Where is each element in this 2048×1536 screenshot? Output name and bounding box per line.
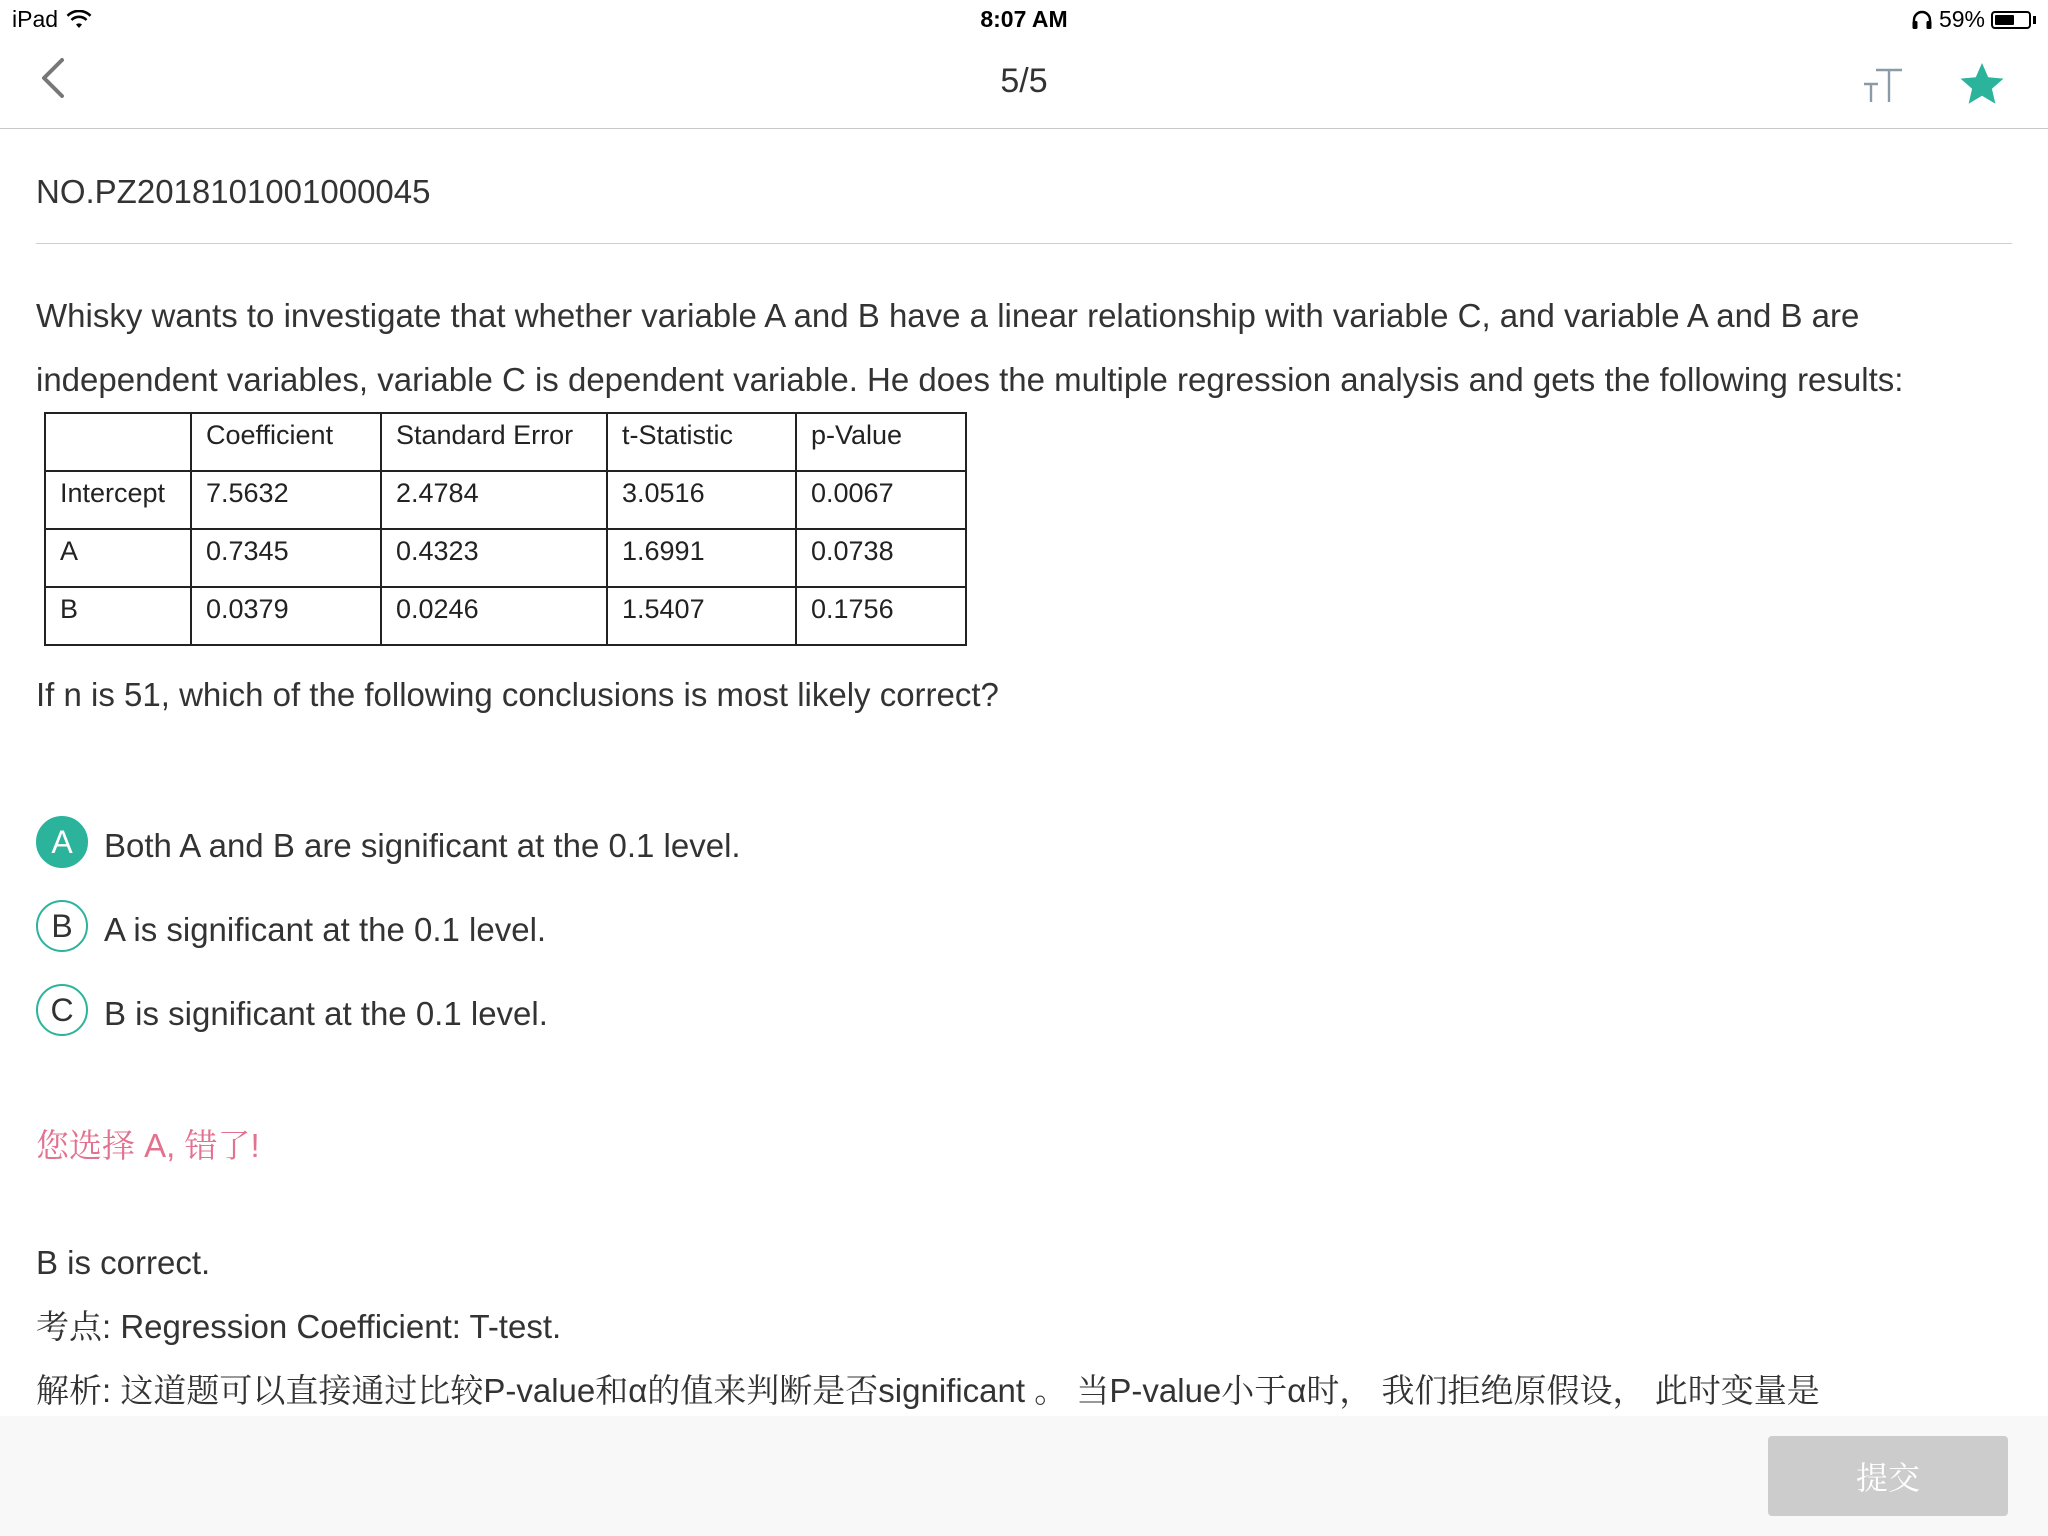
status-bar: [0, 0, 2048, 40]
battery-percent: 59%: [1938, 6, 1985, 32]
table-cell: B: [45, 587, 191, 645]
explanation: [36, 1231, 2012, 1423]
analysis-line: 解析: 这道题可以直接通过比较P-value和α的值来判断是否significant 。 当P-value小于α时， 我们拒绝原假设， 此时变量是: [36, 1372, 1820, 1409]
table-row: [45, 529, 966, 587]
font-size-button[interactable]: [1862, 62, 1906, 106]
table-cell: 0.0738: [796, 529, 966, 587]
table-row: [45, 587, 966, 645]
answer-feedback: 您选择 A, 错了!: [36, 1127, 260, 1164]
table-row: [45, 471, 966, 529]
stem-line: Whisky wants to investigate that whether variable A and B have a linear relationship with variable C, and variable A and B are: [36, 297, 1860, 334]
favorite-button[interactable]: [1958, 60, 2006, 108]
clock: 8:07 AM: [980, 6, 1068, 32]
topic-line: 考点: Regression Coefficient: T-test.: [36, 1308, 562, 1345]
divider: [36, 243, 2012, 244]
option-b[interactable]: [36, 888, 2012, 972]
table-cell: 0.0246: [381, 587, 607, 645]
table-cell: 3.0516: [607, 471, 796, 529]
option-letter-badge: C: [36, 984, 88, 1036]
option-letter-badge: A: [36, 816, 88, 868]
table-header-cell: Coefficient: [191, 413, 381, 471]
option-a[interactable]: [36, 804, 2012, 888]
table-header-cell: [45, 413, 191, 471]
table-cell: 1.5407: [607, 587, 796, 645]
correct-answer: B is correct.: [36, 1244, 211, 1281]
option-text: Both A and B are significant at the 0.1 level.: [104, 827, 741, 864]
table-header-cell: Standard Error: [381, 413, 607, 471]
table-cell: 0.0067: [796, 471, 966, 529]
table-header-row: [45, 413, 966, 471]
status-right: [1911, 6, 2036, 33]
table-cell: 0.4323: [381, 529, 607, 587]
bottom-bar: [0, 1416, 2048, 1536]
device-label: iPad: [12, 6, 59, 32]
table-cell: Intercept: [45, 471, 191, 529]
page-counter: 5/5: [1000, 62, 1048, 100]
question-id: NO.PZ2018101001000045: [36, 173, 431, 210]
table-cell: 0.1756: [796, 587, 966, 645]
table-cell: A: [45, 529, 191, 587]
battery-fill: [1995, 15, 2014, 25]
table-cell: 1.6991: [607, 529, 796, 587]
table-header-cell: t-Statistic: [607, 413, 796, 471]
option-text: B is significant at the 0.1 level.: [104, 995, 548, 1032]
table-cell: 2.4784: [381, 471, 607, 529]
headphones-icon: [1911, 10, 1933, 30]
table-cell: 0.0379: [191, 587, 381, 645]
option-letter-badge: B: [36, 900, 88, 952]
table-cell: 0.7345: [191, 529, 381, 587]
table-header-cell: p-Value: [796, 413, 966, 471]
battery-icon: [1991, 11, 2031, 29]
stem-line: independent variables, variable C is dependent variable. He does the multiple regression analysis and gets the following results:: [36, 361, 1904, 398]
option-text: A is significant at the 0.1 level.: [104, 911, 547, 948]
option-c[interactable]: [36, 972, 2012, 1056]
star-icon: [1958, 60, 2006, 108]
answer-options: [36, 804, 2012, 1056]
submit-button[interactable]: 提交: [1768, 1436, 2008, 1516]
question-content: [36, 128, 2012, 1423]
table-cell: 7.5632: [191, 471, 381, 529]
nav-bar: [0, 40, 2048, 129]
font-size-icon: [1862, 62, 1906, 106]
question-prompt: If n is 51, which of the following conclusions is most likely correct?: [36, 676, 999, 713]
regression-table: [44, 412, 967, 646]
question-stem: [36, 284, 2012, 412]
battery-tip: [2033, 16, 2036, 24]
